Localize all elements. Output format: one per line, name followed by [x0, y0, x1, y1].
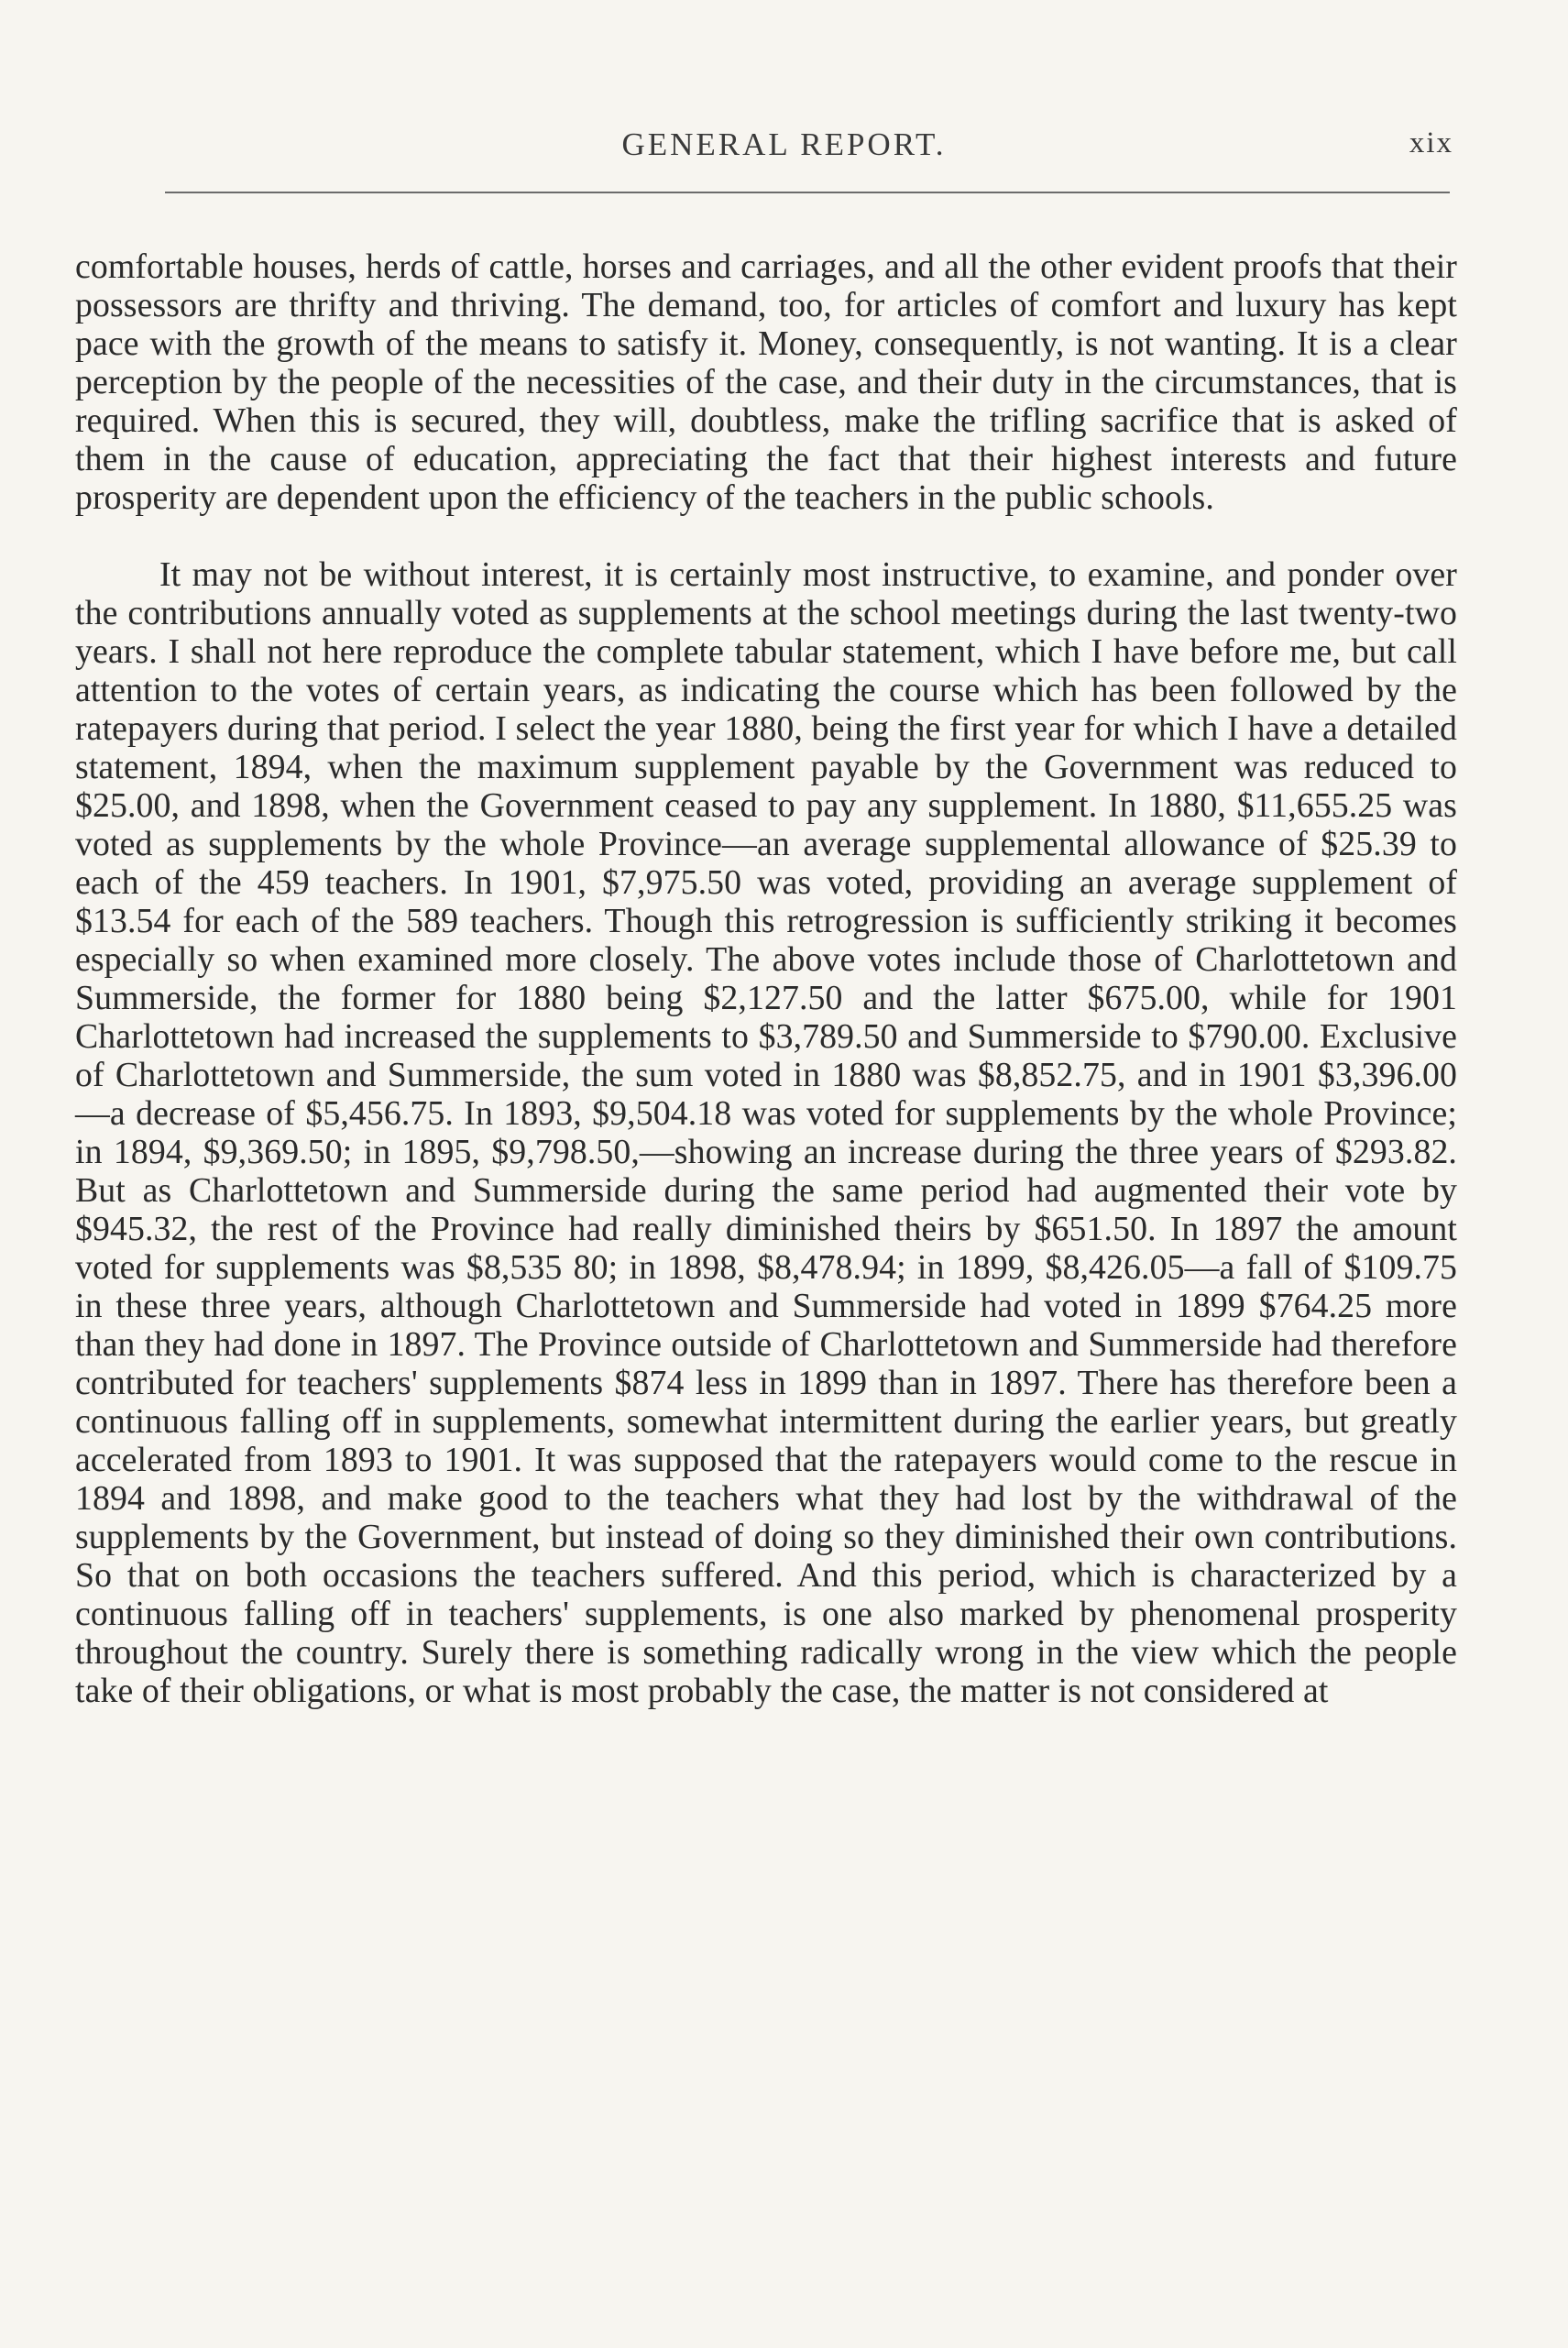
page-number: xix	[1409, 126, 1453, 159]
body-text	[75, 247, 1457, 1710]
paragraph-supplements: It may not be without interest, it is certainly most instructive, to examine, and ponder over the contributions annually voted as supplements at the school meetings during the last twenty-two years. I shall not here reproduce the complete tabular statement, which I have before me, but call attention to the votes of certain years, as indicating the course which has been followed by the ratepayers during that period. I select the year 1880, being the first year for which I have a detailed statement, 1894, when the maximum supplement payable by the Government was reduced to $25.00, and 1898, when the Government ceased to pay any supplement. In 1880, $11,655.25 was voted as supplements by the whole Province—an average supplemental allowance of $25.39 to each of the 459 teachers. In 1901, $7,975.50 was voted, providing an average supplement of $13.54 for each of the 589 teachers. Though this retrogression is sufficiently striking it becomes especially so when examined more closely. The above votes include those of Charlottetown and Summerside, the former for 1880 being $2,127.50 and the latter $675.00, while for 1901 Charlottetown had increased the supplements to $3,789.50 and Summerside to $790.00. Exclusive of Charlottetown and Summerside, the sum voted in 1880 was $8,852.75, and in 1901 $3,396.00—a decrease of $5,456.75. In 1893, $9,504.18 was voted for supplements by the whole Province; in 1894, $9,369.50; in 1895, $9,798.50,—showing an increase during the three years of $293.82. But as Charlottetown and Summerside during the same period had augmented their vote by $945.32, the rest of the Province had really diminished theirs by $651.50. In 1897 the amount voted for supplements was $8,535 80; in 1898, $8,478.94; in 1899, $8,426.05—a fall of $109.75 in these three years, although Charlottetown and Summerside had voted in 1899 $764.25 more than they had done in 1897. The Province outside of Charlottetown and Summerside had therefore contributed for teachers' supplements $874 less in 1899 than in 1897. There has therefore been a continuous falling off in supplements, somewhat intermittent during the earlier years, but greatly accelerated from 1893 to 1901. It was supposed that the ratepayers would come to the rescue in 1894 and 1898, and make good to the teachers what they had lost by the withdrawal of the supplements by the Government, but instead of doing so they diminished their own contributions. So that on both occasions the teachers suffered. And this period, which is characterized by a continuous falling off in teachers' supplements, is one also marked by phenomenal prosperity throughout the country. Surely there is something radically wrong in the view which the people take of their obligations, or what is most probably the case, the matter is not considered at	[75, 555, 1457, 1710]
header-rule	[165, 192, 1450, 193]
paragraph-continued: comfortable houses, herds of cattle, horses and carriages, and all the other evident proofs that their possessors are thrifty and thriving. The demand, too, for articles of comfort and luxury has kept pace with the growth of the means to satisfy it. Money, consequently, is not wanting. It is a clear perception by the people of the necessities of the case, and their duty in the circumstances, that is required. When this is secured, they will, doubtless, make the trifling sacrifice that is asked of them in the cause of education, appreciating the fact that their highest interests and future prosperity are dependent upon the efficiency of the teachers in the public schools.	[75, 247, 1457, 517]
running-head	[0, 126, 1568, 172]
page-title: GENERAL REPORT.	[621, 126, 947, 162]
